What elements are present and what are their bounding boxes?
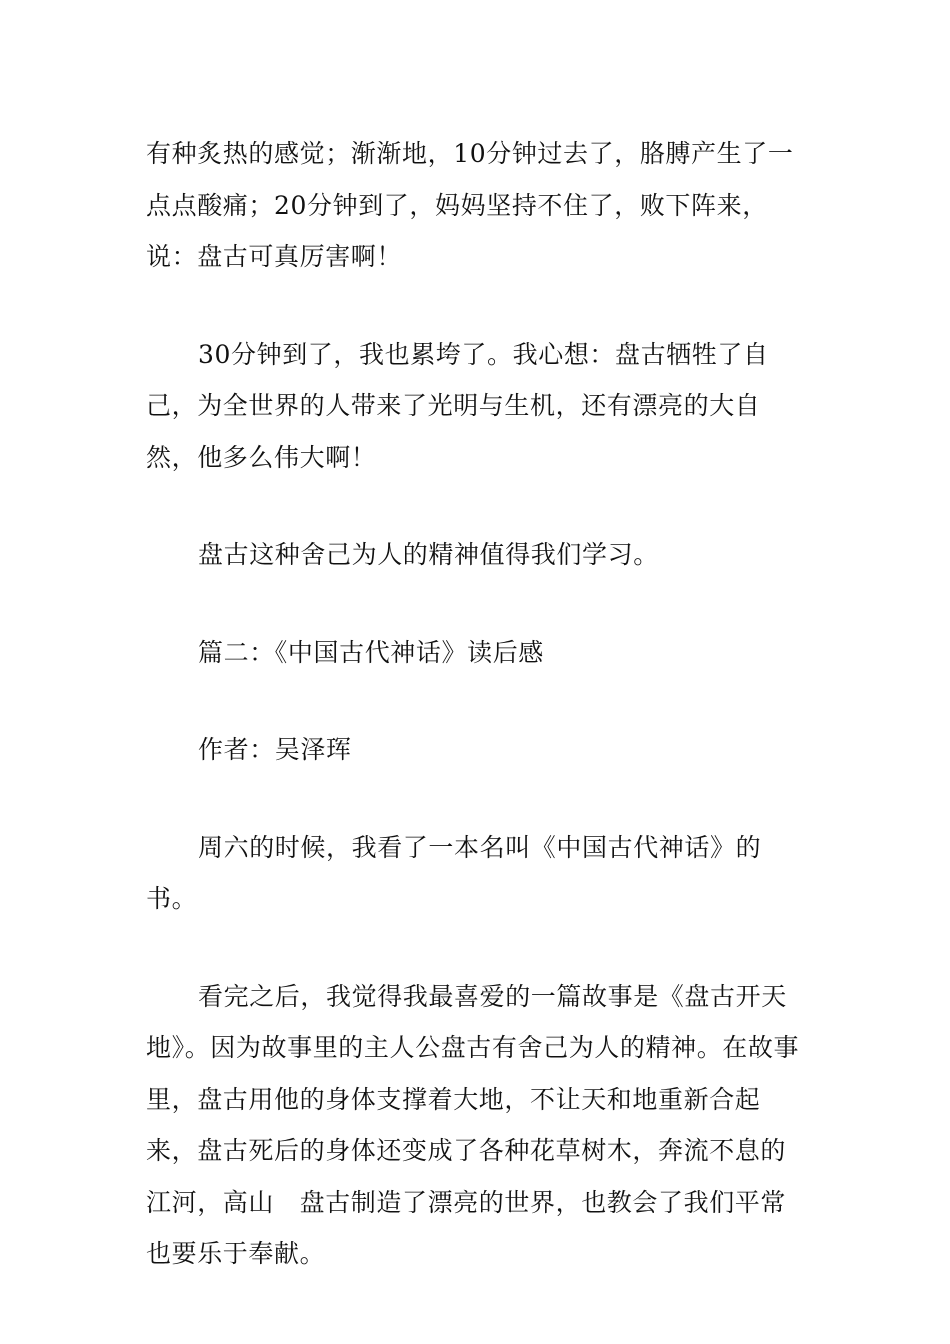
paragraph-gap xyxy=(146,925,811,971)
paragraph-7: 看完之后，我觉得我最喜爱的一篇故事是《盘古开天地》。因为故事里的主人公盘古有舍己为人的精神。在故事里，盘古用他的身体支撑着大地，不让天和地重新合起来，盘古死后的身体还变成了各种花草树木，奔流不息的江河，高山 盘古制造了漂亮的世界，也教会了我们平常也要乐于奉献。 xyxy=(146,981,800,1268)
paragraph-6: 周六的时候，我看了一本名叫《中国古代神话》的书。 xyxy=(146,832,762,913)
section-heading: 篇二：《中国古代神话》读后感 xyxy=(198,637,544,667)
paragraph-gap xyxy=(146,581,811,627)
paragraph-gap xyxy=(146,283,811,329)
paragraph-gap xyxy=(146,483,811,529)
paragraph-gap xyxy=(146,776,811,822)
paragraph-2: 30分钟到了，我也累垮了。我心想：盘古牺牲了自己，为全世界的人带来了光明与生机，还有漂亮的大自然，他多么伟大啊！ xyxy=(146,339,769,472)
document-body xyxy=(146,128,811,1280)
paragraph-3: 盘古这种舍己为人的精神值得我们学习。 xyxy=(198,540,659,569)
paragraph-gap xyxy=(146,678,811,724)
author-line: 作者：吴泽珲 xyxy=(198,735,352,764)
paragraph-1: 有种炙热的感觉；渐渐地，10分钟过去了，胳膊产生了一点点酸痛；20分钟到了，妈妈坚持不住了，败下阵来，说：盘古可真厉害啊！ xyxy=(146,139,794,271)
